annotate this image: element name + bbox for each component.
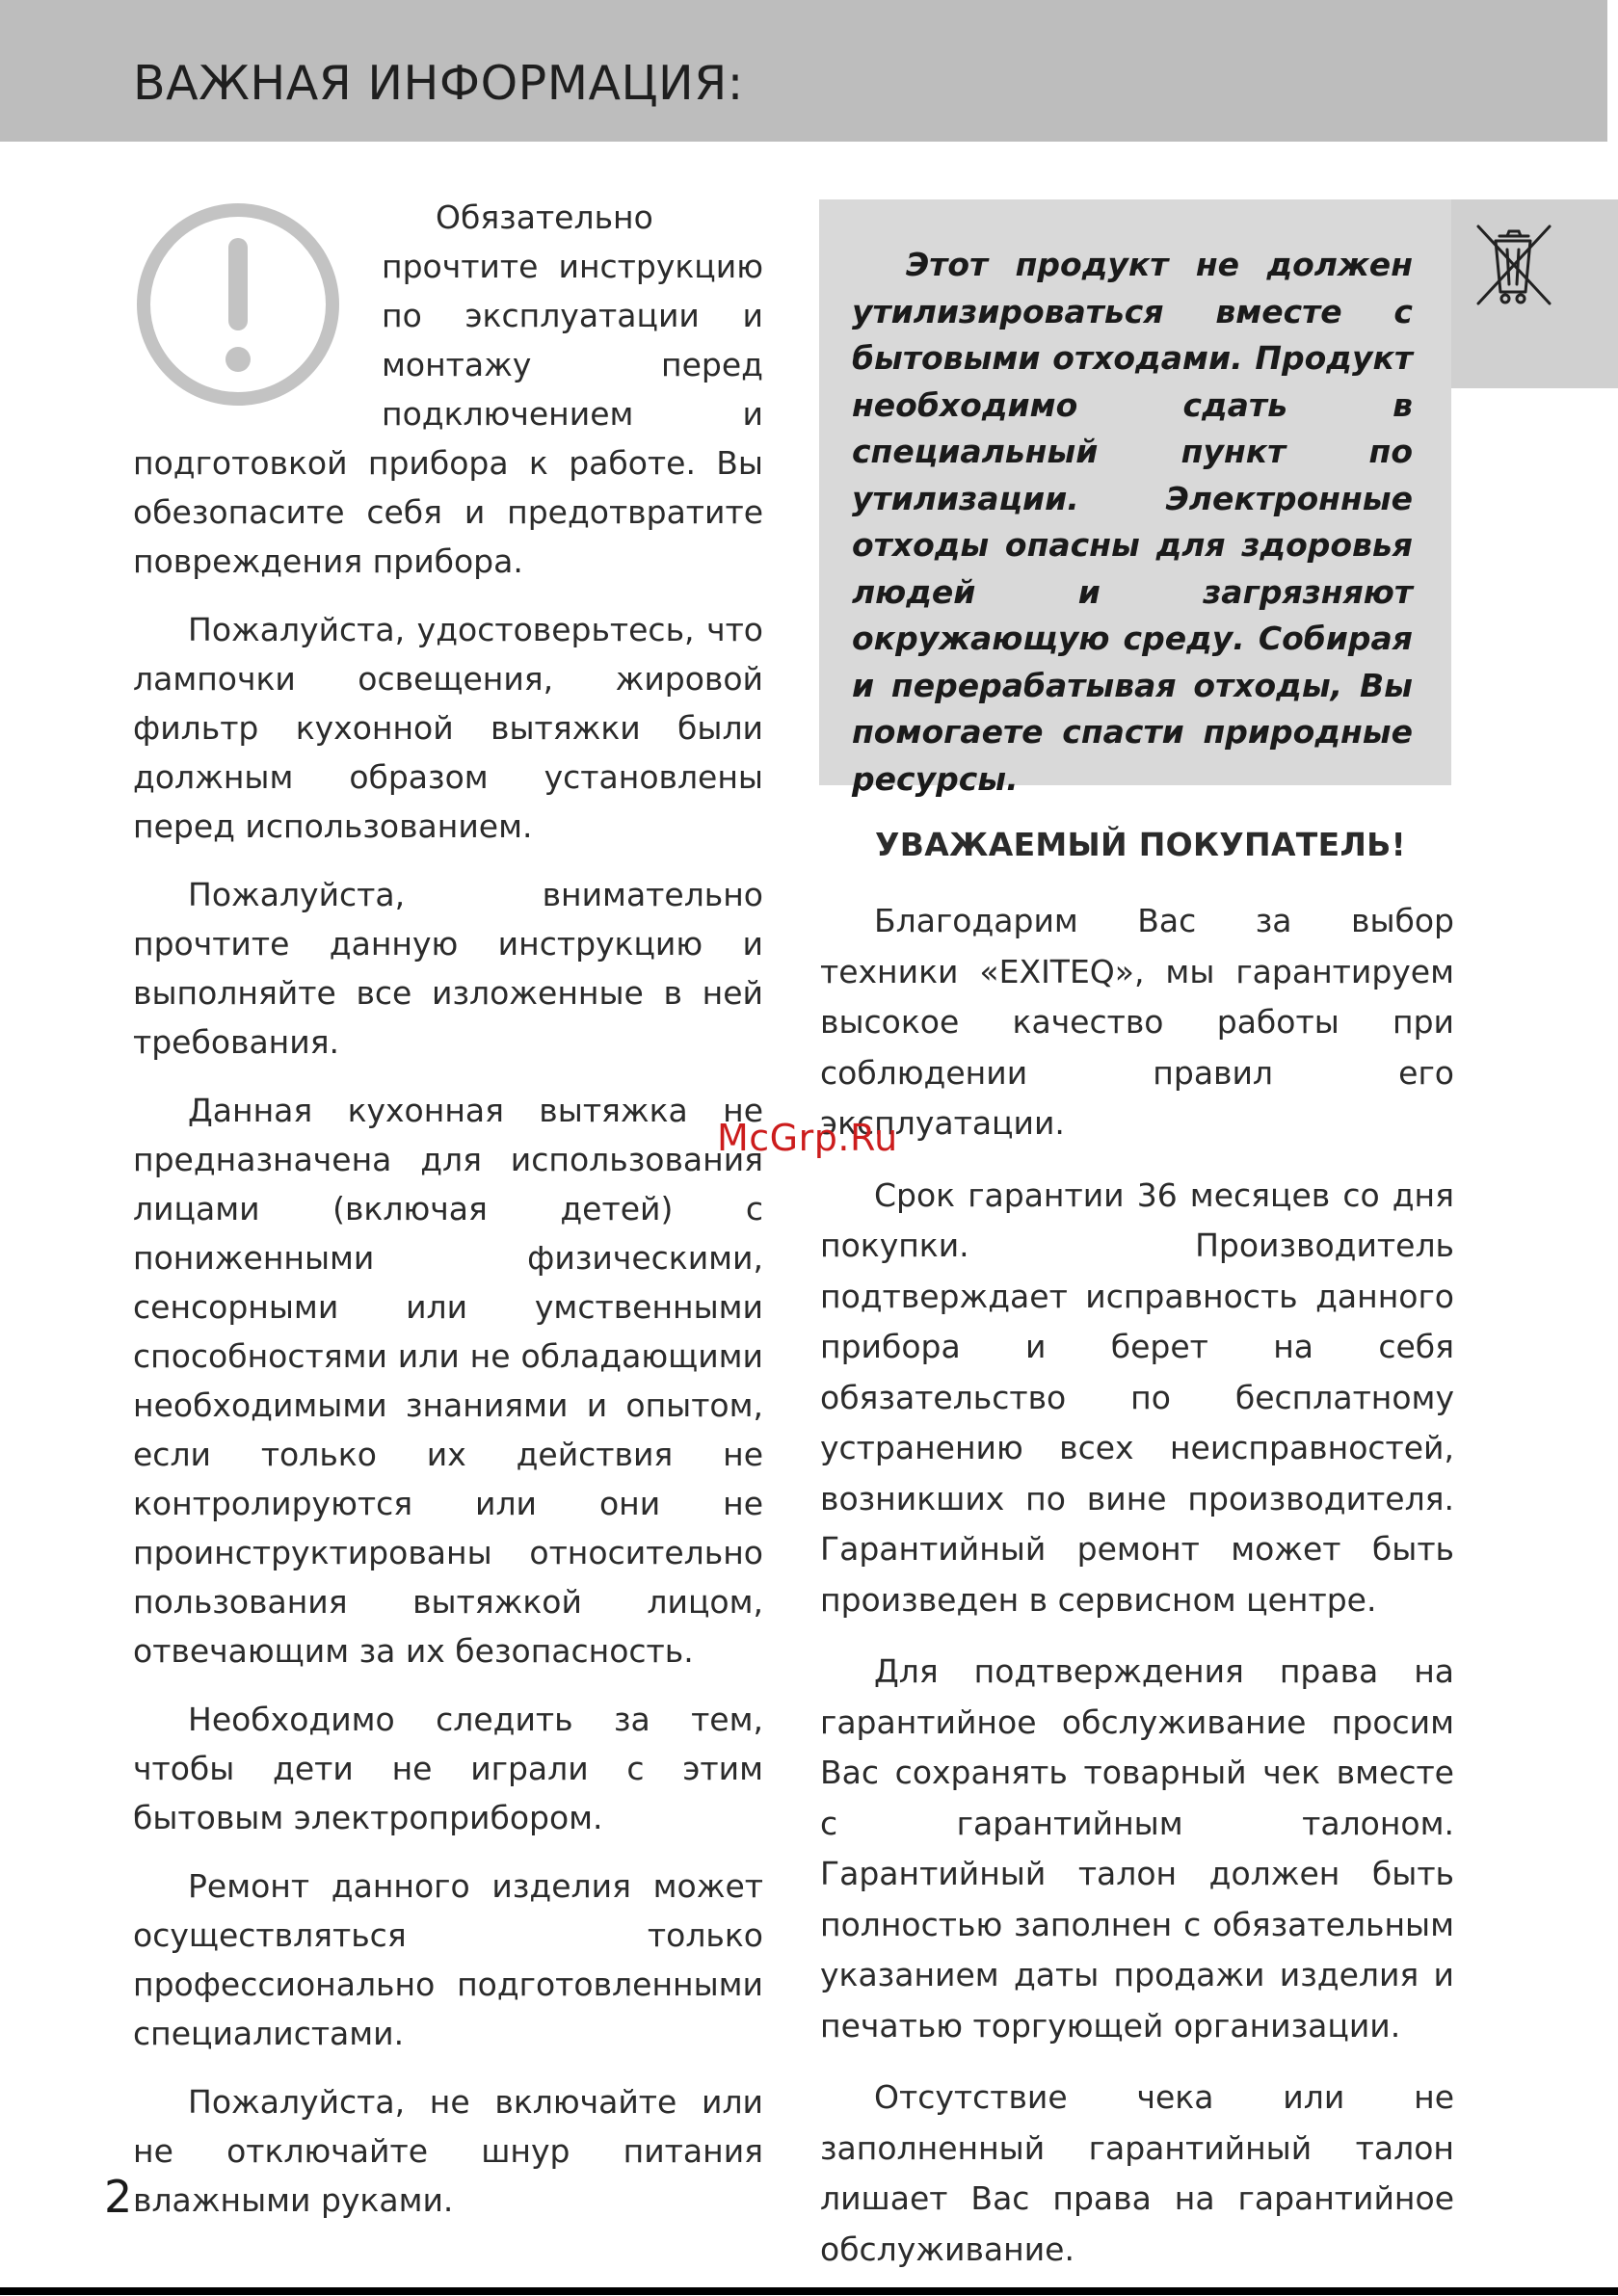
right-column xyxy=(820,821,1454,2296)
paragraph: Отсутствие чека или не заполненный гарантийный талон лишает Вас права на гарантийное обслуживание. xyxy=(820,2078,1454,2268)
recycle-notice-text: Этот продукт не должен утилизироваться вместе с бытовыми отходами. Продукт необходимо сдать в специальный пункт по утилизации. Электронные отходы опасны для здоровья людей и загрязняют окружающую среду. Собирая и перерабатывая отходы, Вы помогаете спасти природные ресурсы. xyxy=(852,246,1413,798)
page-number: 2 xyxy=(104,2171,133,2223)
footer-line xyxy=(0,2287,1618,2295)
customer-heading: УВАЖАЕМЫЙ ПОКУПАТЕЛЬ! xyxy=(875,826,1406,863)
paragraph: Данная кухонная вытяжка не предназначена для использования лицами (включая детей) с пониженными физическими, сенсорными или умственными способностями или не обладающими необходимыми знаниями и опытом, если только их действия не контролируются или они не проинструктированы относительно пользования вытяжкой лицом, отвечающим за их безопасность. xyxy=(133,1092,763,1670)
paragraph: Для подтверждения права на гарантийное обслуживание просим Вас сохранять товарный чек вместе с гарантийным талоном. Гарантийный талон должен быть полностью заполнен с обязательным указанием даты продажи изделия и печатью торгующей организации. xyxy=(820,1652,1454,2045)
paragraph: Пожалуйста, не включайте или не отключайте шнур питания влажными руками. xyxy=(133,2083,763,2219)
paragraph: Необходимо следить за тем, чтобы дети не играли с этим бытовым электроприбором. xyxy=(133,1701,763,1836)
intro-text: Обязательно прочтите инструкцию по эксплуатации и монтажу перед подключением и подготовкой прибора к работе. Вы обезопасите себя и предотвратите повреждения прибора. xyxy=(133,198,763,580)
recycle-notice-box xyxy=(819,199,1451,798)
crossed-out-bin-icon xyxy=(1467,219,1559,311)
page-title: ВАЖНАЯ ИНФОРМАЦИЯ: xyxy=(133,56,744,111)
paragraph: Ремонт данного изделия может осуществляться только профессионально подготовленными специалистами. xyxy=(133,1867,763,2052)
paragraph: Срок гарантии 36 месяцев со дня покупки. Производитель подтверждает исправность данного прибора и берет на себя обязательство по бесплатному устранению всех неисправностей, возникших по вине производителя. Гарантийный ремонт может быть произведен в сервисном центре. xyxy=(820,1175,1454,1619)
paragraph: Благодарим Вас за выбор техники «EXITEQ», мы гарантируем высокое качество работы при соблюдении правил его эксплуатации. xyxy=(820,902,1454,1142)
paragraph: Пожалуйста, внимательно прочтите данную инструкцию и выполняйте все изложенные в ней требования. xyxy=(133,876,763,1061)
icon-spacer xyxy=(133,193,382,426)
watermark: McGrp.Ru xyxy=(717,1117,898,1159)
paragraph: Пожалуйста, удостоверьтесь, что лампочки освещения, жировой фильтр кухонной вытяжки были должным образом установлены перед использованием. xyxy=(133,611,763,845)
left-column xyxy=(133,193,763,2244)
intro-paragraph xyxy=(133,193,763,586)
